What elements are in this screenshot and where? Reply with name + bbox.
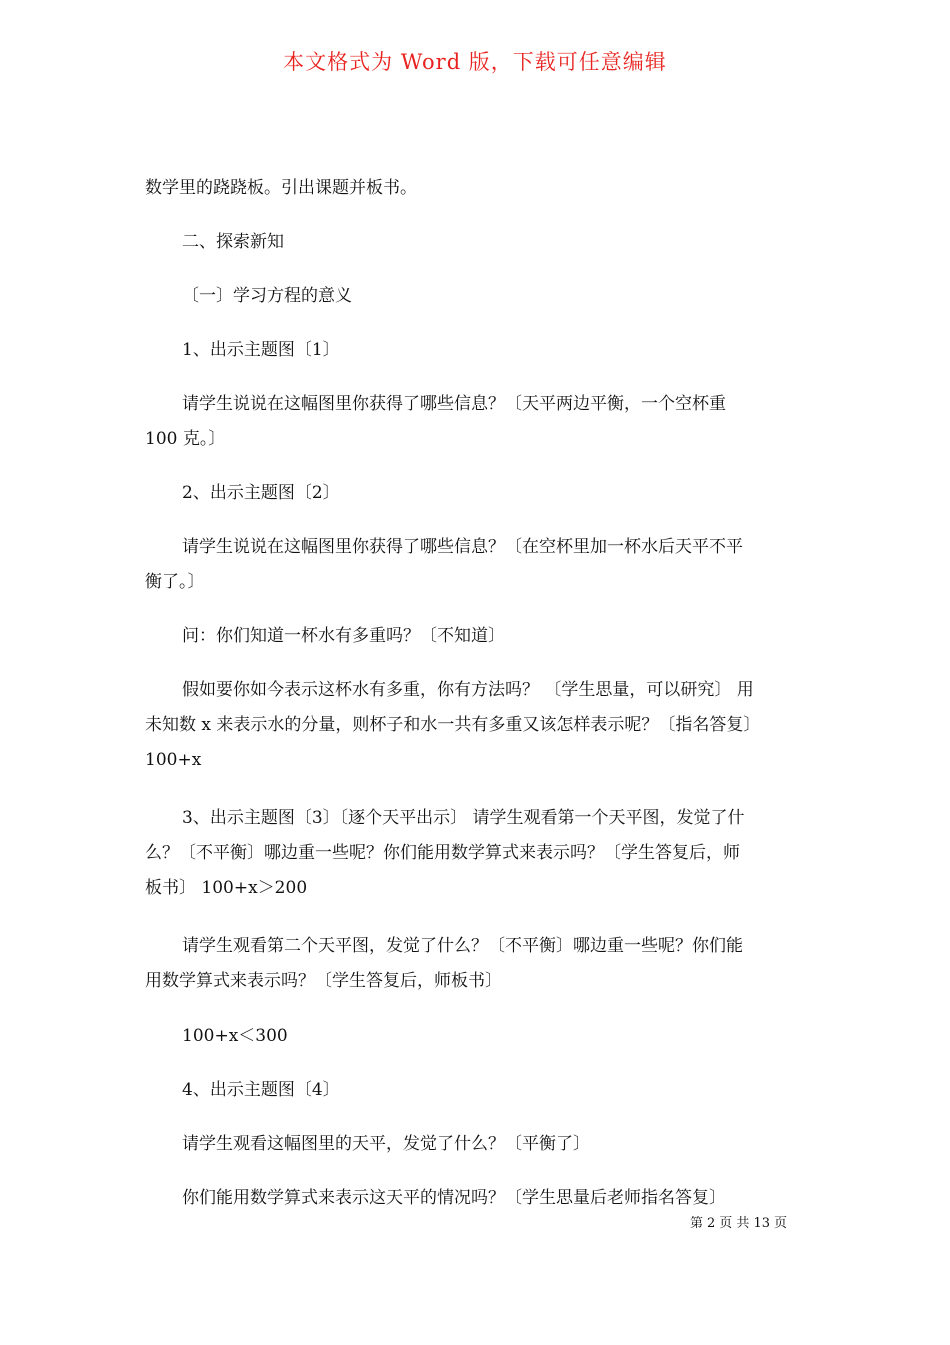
paragraph-balanced	[145, 1127, 854, 1162]
text-line: 你们能用数学算式来表示这天平的情况吗？〔学生思量后老师指名答复〕	[182, 1188, 726, 1208]
text-line: 请学生说说在这幅图里你获得了哪些信息？〔在空杯里加一杯水后天平不平	[182, 537, 743, 557]
text-line: 数学里的跷跷板。引出课题并板书。	[145, 178, 417, 198]
footer-prefix: 第	[690, 1216, 704, 1231]
text-line: 100+x＜300	[182, 1026, 288, 1046]
text-line: 请学生观看这幅图里的天平，发觉了什么？〔平衡了〕	[182, 1134, 590, 1154]
text-line: 衡了。〕	[145, 572, 205, 592]
text-line: 100+x	[145, 750, 202, 770]
paragraph-info-2	[145, 530, 817, 600]
header-banner: 本文格式为 Word 版，下载可任意编辑	[283, 50, 667, 74]
text-line: 么？〔不平衡〕哪边重一些呢？你们能用数学算式来表示吗？〔学生答复后，师	[145, 843, 740, 863]
text-line: 4、出示主题图〔4〕	[182, 1080, 340, 1100]
footer-mid: 页 共	[719, 1216, 750, 1231]
text-line: 用数学算式来表示吗？〔学生答复后，师板书〕	[145, 971, 502, 991]
text-line: 〔一〕学习方程的意义	[182, 286, 352, 306]
text-line: 100 克。〕	[145, 429, 226, 449]
paragraph-unknown-x	[145, 673, 817, 778]
text-line: 2、出示主题图〔2〕	[182, 483, 340, 503]
page-footer	[690, 1214, 791, 1234]
paragraph-represent-balance	[145, 1181, 854, 1216]
footer-page-number: 2	[707, 1216, 716, 1231]
paragraph-step-4	[145, 1073, 854, 1108]
subsection-heading-equation-meaning	[145, 279, 854, 314]
paragraph-step-3	[145, 801, 817, 906]
text-line: 1、出示主题图〔1〕	[182, 340, 340, 360]
text-line: 3、出示主题图〔3〕〔逐个天平出示〕 请学生观看第一个天平图，发觉了什	[182, 808, 745, 828]
text-line: 二、探索新知	[182, 232, 284, 252]
footer-total-pages: 13	[753, 1216, 770, 1231]
text-line: 请学生观看第二个天平图，发觉了什么？〔不平衡〕哪边重一些呢？你们能	[182, 936, 743, 956]
paragraph-second-balance	[145, 929, 817, 999]
paragraph-step-1	[145, 333, 854, 368]
footer-suffix: 页	[773, 1216, 787, 1231]
paragraph-step-2	[145, 476, 854, 511]
paragraph-intro-continuation	[145, 171, 817, 206]
text-line: 问：你们知道一杯水有多重吗？〔不知道〕	[182, 626, 505, 646]
text-line: 未知数 x 来表示水的分量，则杯子和水一共有多重又该怎样表示呢？〔指名答复〕	[145, 715, 761, 735]
paragraph-info-1	[145, 387, 817, 457]
text-line: 假如要你如今表示这杯水有多重，你有方法吗？ 〔学生思量，可以研究〕 用	[182, 680, 754, 700]
text-line: 请学生说说在这幅图里你获得了哪些信息？〔天平两边平衡，一个空杯重	[182, 394, 726, 414]
section-heading-explore	[145, 225, 854, 260]
paragraph-inequality	[145, 1019, 854, 1054]
text-line: 板书〕 100+x＞200	[145, 878, 308, 898]
paragraph-question	[145, 619, 854, 654]
